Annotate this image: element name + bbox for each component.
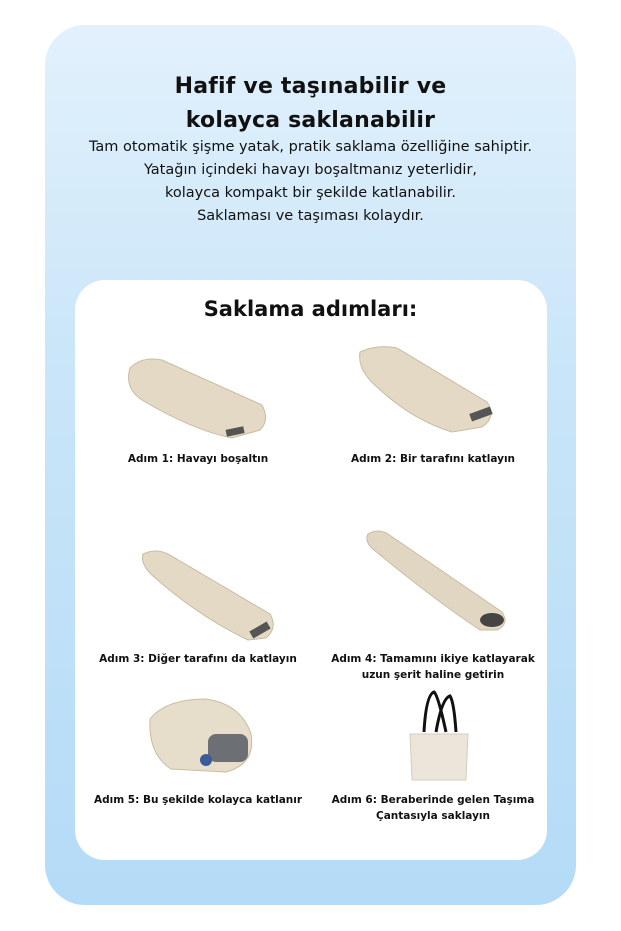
step-3-label: Adım 3: Diğer tarafını da katlayın bbox=[99, 653, 297, 665]
description-line-1: Tam otomatik şişme yatak, pratik saklama özelliğine sahiptir. bbox=[88, 139, 533, 155]
rolled-mattress-image bbox=[146, 694, 261, 778]
half-folded-mattress-image bbox=[352, 342, 502, 437]
description-line-3: kolayca kompakt bir şekilde katlanabilir. bbox=[164, 185, 457, 201]
title-line-2: kolayca saklanabilir bbox=[185, 108, 436, 133]
step-6-label bbox=[313, 792, 553, 824]
step-2-label: Adım 2: Bir tarafını katlayın bbox=[350, 453, 516, 465]
carry-bag-image bbox=[406, 690, 472, 784]
strip-folded-mattress-image bbox=[362, 528, 514, 636]
deflated-mattress-image bbox=[122, 350, 272, 445]
step-4-label bbox=[313, 651, 553, 683]
step-5-label: Adım 5: Bu şekilde kolayca katlanır bbox=[93, 794, 303, 806]
step-4-label-line-1: Adım 4: Tamamını ikiye katlayarak bbox=[331, 653, 535, 665]
description-line-4: Saklaması ve taşıması kolaydır. bbox=[197, 208, 424, 224]
step-6-label-line-2: Çantasıyla saklayın bbox=[375, 810, 490, 822]
step-4-label-line-2: uzun şerit haline getirin bbox=[361, 669, 505, 681]
folded-mattress-image bbox=[138, 546, 283, 644]
step-6-label-line-1: Adım 6: Beraberinde gelen Taşıma bbox=[331, 794, 535, 806]
step-1-label: Adım 1: Havayı boşaltın bbox=[127, 453, 269, 465]
title-line-1: Hafif ve taşınabilir ve bbox=[174, 74, 447, 99]
description-line-2: Yatağın içindeki havayı boşaltmanız yeterlidir, bbox=[143, 162, 478, 178]
steps-title: Saklama adımları: bbox=[203, 297, 418, 321]
